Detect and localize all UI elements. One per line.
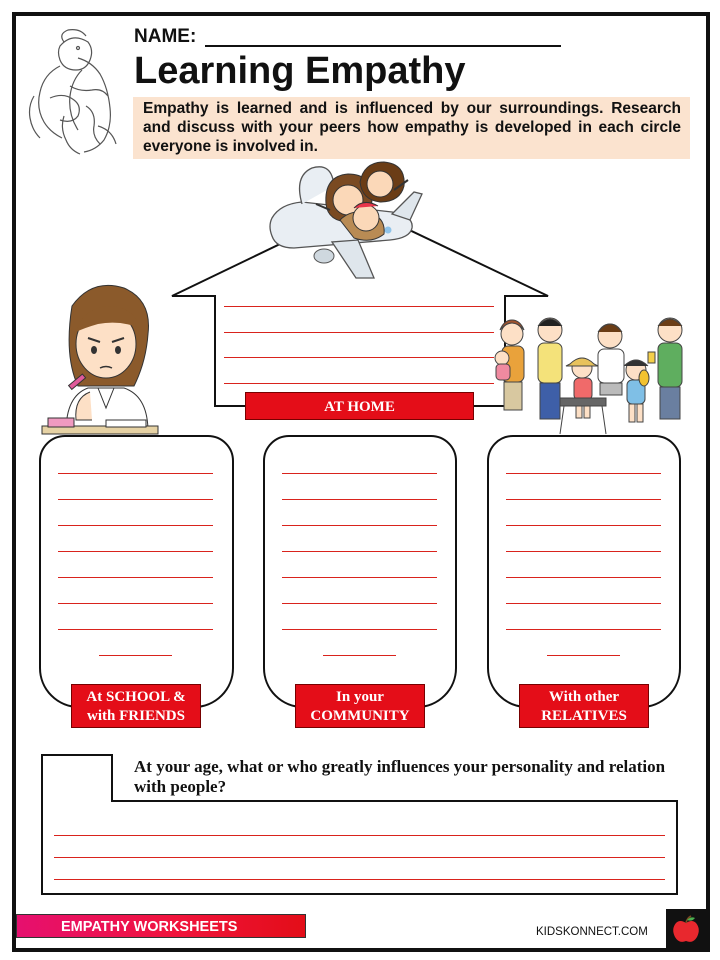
question-text: At your age, what or who greatly influences your personality and relation with people? [134,757,666,796]
site-credit: KIDSKONNECT.COM [536,926,648,938]
label-line: With other [548,689,620,705]
at-home-label: AT HOME [245,392,474,420]
answer-write-line[interactable] [54,857,665,858]
label-line: In your [336,689,384,705]
apple-icon [673,915,699,943]
intro-text: Empathy is learned and is influenced by our surroundings. Research and discuss with your peers how empathy is developed in each circle everyone is involved in. [133,97,690,159]
page-title: Learning Empathy [134,50,466,92]
footer-banner: EMPATHY WORKSHEETS [16,914,306,938]
apple-logo-box [666,909,706,949]
label-line: At SCHOOL & [86,689,186,705]
answer-write-line[interactable] [54,835,665,836]
answer-write-line[interactable] [54,879,665,880]
label-line: RELATIVES [541,708,627,724]
name-label: NAME: [134,26,197,47]
label-line: COMMUNITY [310,708,410,724]
label-line: with FRIENDS [87,708,185,724]
